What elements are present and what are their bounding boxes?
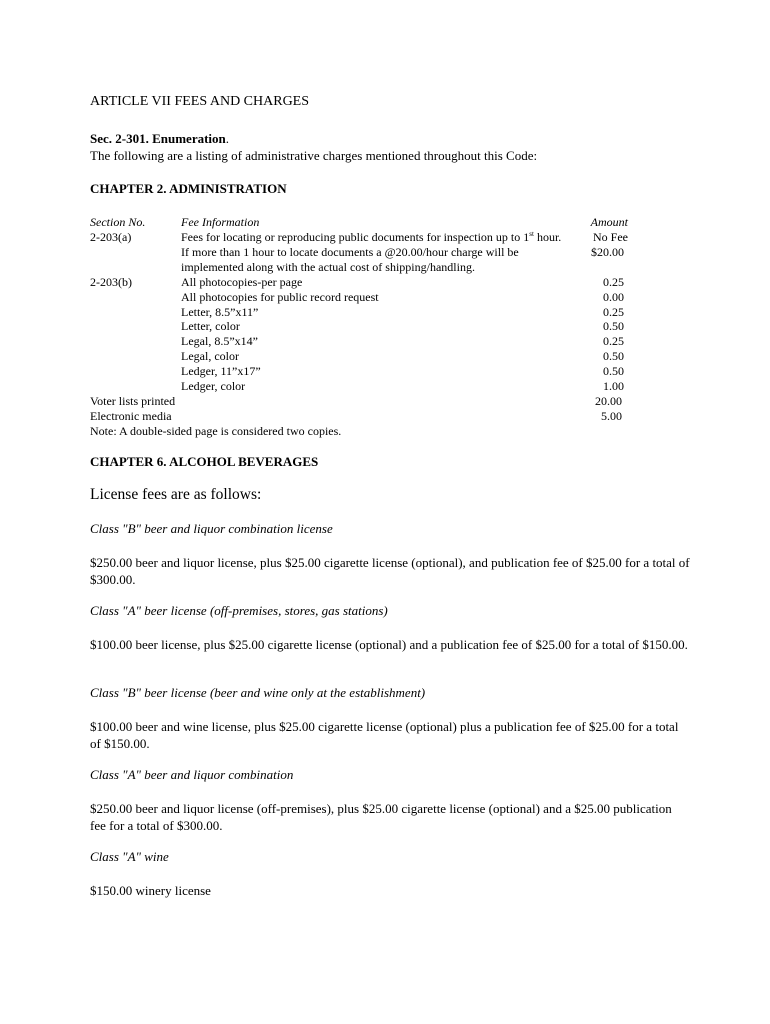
row-amount: $20.00 [591, 245, 624, 259]
col-header-amount: Amount [590, 215, 628, 229]
copies-note: Note: A double-sided page is considered two copies. [90, 424, 342, 438]
row-info: Letter, color [181, 319, 240, 333]
license-class: Class "A" beer license (off-premises, stores, gas stations) [90, 603, 388, 618]
license-class: Class "B" beer and liquor combination license [90, 521, 333, 536]
row-amount: 0.25 [603, 275, 624, 289]
row-info-text: Fees for locating or reproducing public documents for inspection up to 1 [181, 230, 530, 244]
license-class: Class "B" beer license (beer and wine only at the establishment) [90, 685, 426, 700]
license-fees-intro: License fees are as follows: [90, 486, 262, 503]
row-info: Ledger, 11”x17” [181, 364, 261, 378]
license-fee-text: $150.00 winery license [90, 883, 211, 898]
row-info: Ledger, color [181, 379, 246, 393]
voter-lists-label: Voter lists printed [90, 394, 176, 408]
row-info: Legal, color [181, 349, 239, 363]
row-amount: 0.00 [603, 290, 624, 304]
license-class: Class "A" wine [90, 849, 169, 864]
license-fee-text: $250.00 beer and liquor license (off-premises), plus $25.00 cigarette license (optional) and a $25.00 publication fee for a total of $300.00. [90, 801, 672, 833]
license-fee-text: $100.00 beer and wine license, plus $25.00 cigarette license (optional) plus a publication fee of $25.00 for a total of $150.00. [90, 719, 679, 751]
row-amount: 0.50 [603, 319, 624, 333]
section-intro: The following are a listing of administrative charges mentioned throughout this Code: [90, 148, 538, 163]
electronic-media-label: Electronic media [90, 409, 172, 423]
article-title: ARTICLE VII FEES AND CHARGES [90, 94, 310, 109]
row-amount: 0.50 [603, 349, 624, 363]
row-section: 2-203(a) [90, 230, 132, 244]
voter-lists-amount: 20.00 [595, 394, 622, 408]
col-header-fee-info: Fee Information [181, 215, 260, 229]
row-amount: No Fee [593, 230, 628, 244]
license-fee-text: $100.00 beer license, plus $25.00 cigarette license (optional) and a publication fee of $25.00 for a total of $150.00. [90, 637, 688, 652]
row-info: If more than 1 hour to locate documents a @20.00/hour charge will be [181, 245, 519, 259]
row-section: 2-203(b) [90, 275, 132, 289]
license-fee-text: $250.00 beer and liquor license, plus $25.00 cigarette license (optional), and publication fee of $25.00 for a total of $300.00. [90, 555, 690, 587]
col-header-section: Section No. [90, 215, 146, 229]
row-amount: 0.50 [603, 364, 624, 378]
row-info: All photocopies-per page [181, 275, 303, 289]
row-info: implemented along with the actual cost of shipping/handling. [181, 260, 475, 274]
row-info-sup: st [529, 230, 534, 238]
row-amount: 0.25 [603, 305, 624, 319]
row-info [181, 230, 561, 245]
row-info: Letter, 8.5”x11” [181, 305, 259, 319]
section-heading-text: Sec. 2-301. Enumeration [90, 131, 226, 146]
electronic-media-amount: 5.00 [601, 409, 622, 423]
row-info-tail: hour. [533, 230, 562, 244]
row-amount: 0.25 [603, 334, 624, 348]
section-heading [90, 131, 229, 147]
section-heading-period: . [225, 131, 230, 146]
row-info: All photocopies for public record request [181, 290, 379, 304]
row-info: Legal, 8.5”x14” [181, 334, 258, 348]
chapter2-heading: CHAPTER 2. ADMINISTRATION [90, 181, 287, 196]
license-class: Class "A" beer and liquor combination [90, 767, 294, 782]
row-amount: 1.00 [603, 379, 624, 393]
chapter6-heading: CHAPTER 6. ALCOHOL BEVERAGES [90, 454, 319, 469]
